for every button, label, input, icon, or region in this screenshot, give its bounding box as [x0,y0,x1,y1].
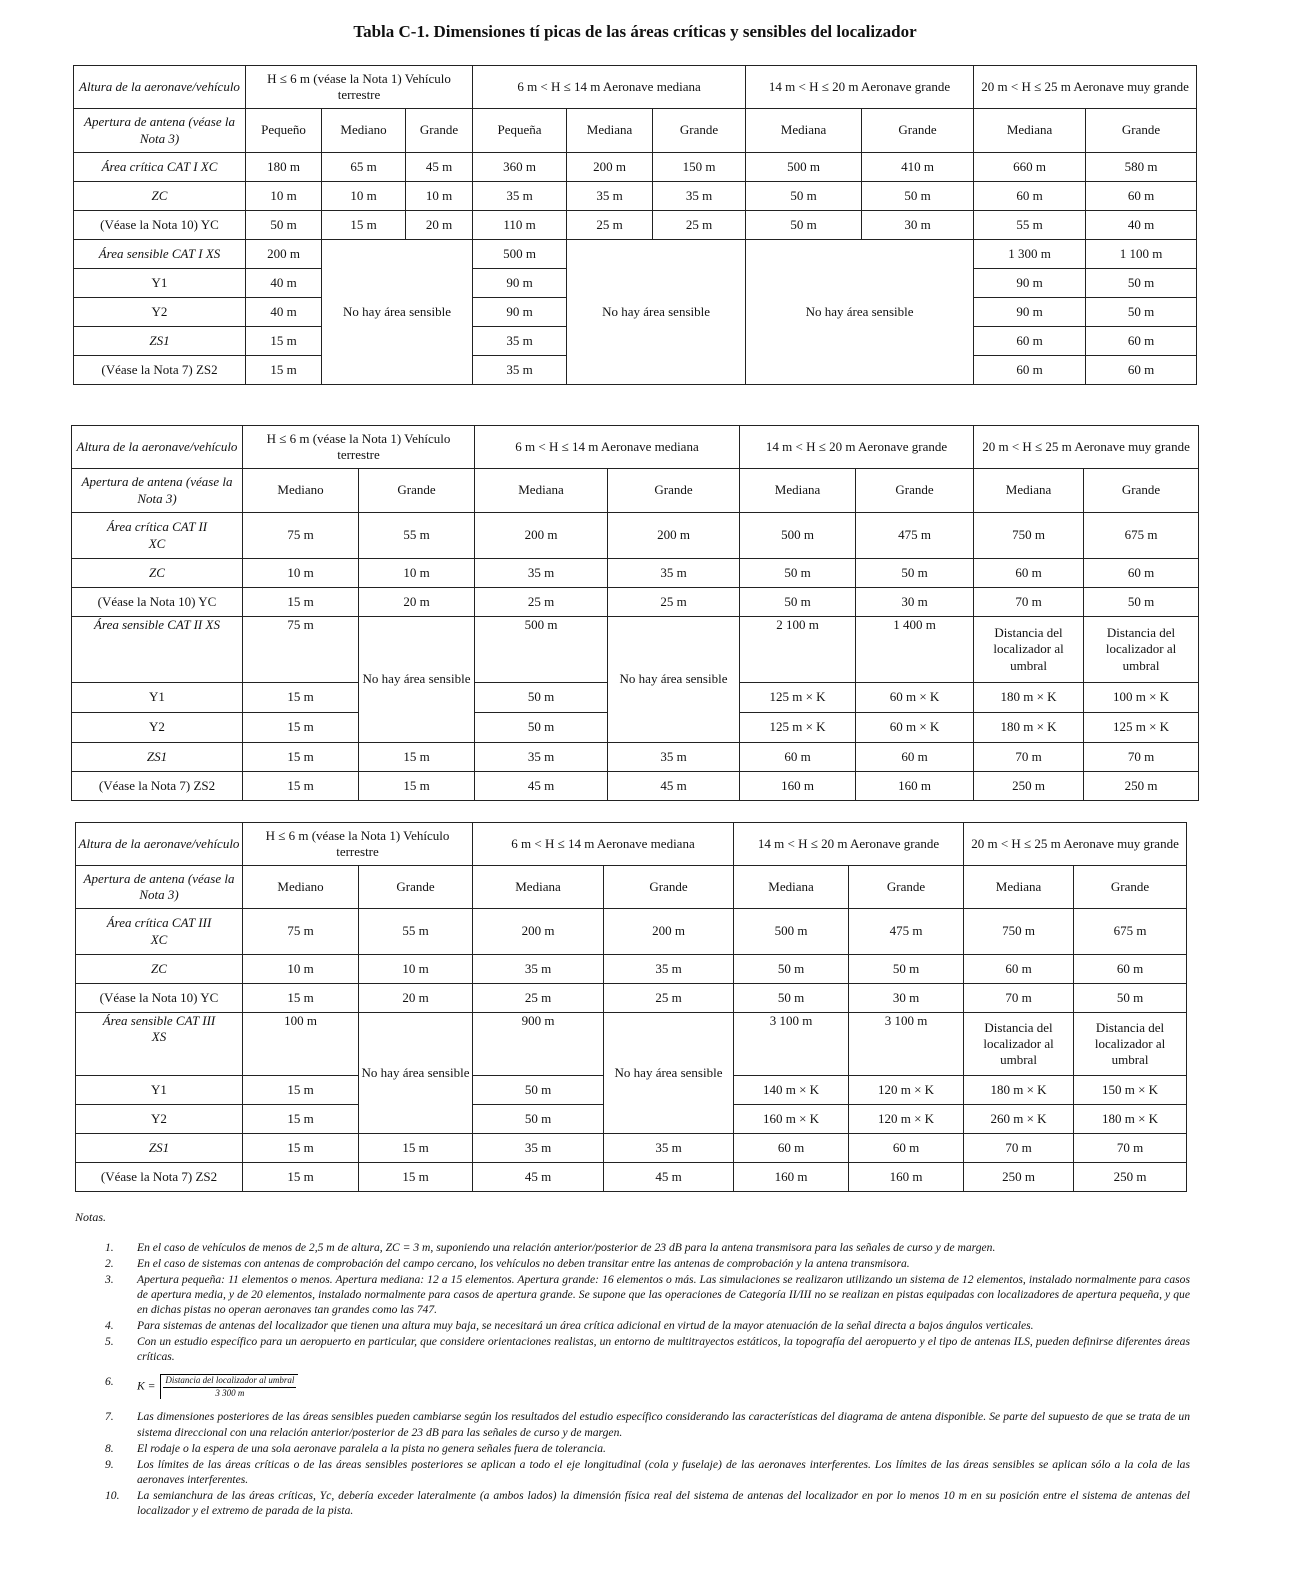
header-height: Altura de la aeronave/vehículo [74,66,246,109]
note-item [75,1318,1190,1333]
value-cell: 60 m [1086,182,1197,211]
note-item [75,1457,1190,1487]
note-number: 1. [105,1240,114,1254]
value-cell: 50 m [746,182,862,211]
row-label-zc: ZC [72,559,243,588]
value-cell: 90 m [473,269,567,298]
note-text: El rodaje o la espera de una sola aeronave paralela a la pista no genera señales fuera de tolerancia. [137,1441,606,1455]
header-height: Altura de la aeronave/vehículo [76,823,243,866]
value-cell: 125 m × K [740,683,856,713]
value-cell: Distancia del localizador al umbral [964,1013,1074,1076]
value-cell: 35 m [473,1134,604,1163]
value-cell: 180 m × K [1074,1105,1187,1134]
note-text: La semianchura de las áreas críticas, Yc, debería exceder lateralmente (a ambos lados) la dimensión física real del sistema de antenas del localizador en por lo menos 10 m en su posición entre el sistema de antenas del localizador y el extremo de parada de la pista. [137,1488,1190,1517]
note-item [75,1256,1190,1271]
aperture-cell: Mediana [734,866,849,909]
value-cell: 15 m [243,1134,359,1163]
aperture-cell: Mediano [243,866,359,909]
aperture-cell: Mediana [964,866,1074,909]
value-cell: 70 m [1074,1134,1187,1163]
value-cell: 160 m [734,1163,849,1192]
value-cell: 15 m [243,772,359,801]
value-cell: 50 m [740,559,856,588]
group-header: 20 m < H ≤ 25 m Aeronave muy grande [964,823,1187,866]
value-cell: 75 m [243,617,359,683]
value-cell: 50 m [734,984,849,1013]
value-cell: 15 m [322,211,406,240]
value-cell: 30 m [849,984,964,1013]
value-cell: 60 m [1074,955,1187,984]
row-label-yc: (Véase la Nota 10) YC [72,588,243,617]
value-cell: 200 m [608,513,740,559]
value-cell: 40 m [246,269,322,298]
value-cell: 15 m [359,1163,473,1192]
no-sensitive-area: No hay área sensible [567,240,746,385]
value-cell: 250 m [1074,1163,1187,1192]
value-cell: Distancia del localizador al umbral [1074,1013,1187,1076]
aperture-cell: Mediana [974,469,1084,513]
value-cell: 475 m [849,909,964,955]
value-cell: 90 m [974,269,1086,298]
header-height: Altura de la aeronave/vehículo [72,426,243,469]
value-cell: 900 m [473,1013,604,1076]
value-cell: 200 m [246,240,322,269]
value-cell: 50 m [862,182,974,211]
note-item [75,1272,1190,1317]
aperture-cell: Mediana [740,469,856,513]
value-cell: 25 m [475,588,608,617]
value-cell: 180 m [246,153,322,182]
row-label-xs: Área sensible CAT II XS [72,617,243,683]
no-sensitive-area: No hay área sensible [604,1013,734,1134]
value-cell: 60 m [1086,356,1197,385]
note-text: Las dimensiones posteriores de las áreas sensibles pueden cambiarse según los resultados del estudio específico considerando las características del diagrama de antena disponible. Se parte del supuesto de que se trata de un sistema direccional con una relación anterior/posterior de 23 dB para las señales de curso y de margen. [137,1410,1190,1439]
value-cell: 60 m [1084,559,1199,588]
note-number: 6. [105,1375,114,1389]
value-cell: 50 m [246,211,322,240]
no-sensitive-area: No hay área sensible [359,617,475,743]
value-cell: 120 m × K [849,1105,964,1134]
note-item [75,1441,1190,1456]
row-label-y2: Y2 [76,1105,243,1134]
value-cell: 675 m [1074,909,1187,955]
sens-label: Área sensible CAT III [102,1013,216,1028]
value-cell: 100 m × K [1084,683,1199,713]
value-cell: 50 m [740,588,856,617]
value-cell: 35 m [604,955,734,984]
row-label-xc [72,513,243,559]
value-cell: 580 m [1086,153,1197,182]
value-cell: 70 m [964,984,1074,1013]
value-cell: 15 m [243,1105,359,1134]
aperture-cell: Grande [1086,109,1197,153]
value-cell: 15 m [246,327,322,356]
value-cell: 25 m [604,984,734,1013]
value-cell: 30 m [862,211,974,240]
row-label-zs1: ZS1 [76,1134,243,1163]
note-item [75,1374,1190,1399]
value-cell: 150 m [653,153,746,182]
value-cell: 35 m [473,182,567,211]
no-sensitive-area: No hay área sensible [322,240,473,385]
value-cell: 75 m [243,909,359,955]
value-cell: 250 m [974,772,1084,801]
value-cell: 50 m [856,559,974,588]
value-cell: 60 m [740,743,856,772]
group-header: 6 m < H ≤ 14 m Aeronave mediana [475,426,740,469]
value-cell: Distancia del localizador al umbral [974,617,1084,683]
aperture-cell: Mediano [243,469,359,513]
value-cell: 45 m [608,772,740,801]
value-cell: 3 100 m [849,1013,964,1076]
notes-heading: Notas. [75,1210,107,1224]
row-label-zs1: ZS1 [72,743,243,772]
table-cat-iii [75,822,1187,1192]
value-cell: 125 m × K [740,713,856,743]
row-label-zs1: ZS1 [74,327,246,356]
value-cell: 60 m [856,743,974,772]
value-cell: 35 m [475,743,608,772]
frac-numerator: Distancia del localizador al umbral [163,1375,296,1388]
value-cell: 35 m [475,559,608,588]
row-label-zc: ZC [74,182,246,211]
value-cell: 1 100 m [1086,240,1197,269]
value-cell: 10 m [359,955,473,984]
aperture-cell: Grande [359,866,473,909]
value-cell: 360 m [473,153,567,182]
note-text: Para sistemas de antenas del localizador que tienen una altura muy baja, se necesitará un área crítica adicional en virtud de la mayor atenuación de la señal directa a bajos ángulos verticales. [137,1318,1034,1332]
row-label-y1: Y1 [72,683,243,713]
value-cell: 125 m × K [1084,713,1199,743]
note-item [75,1488,1190,1518]
value-cell: 50 m [473,1105,604,1134]
value-cell: 50 m [734,955,849,984]
group-header: 14 m < H ≤ 20 m Aeronave grande [746,66,974,109]
value-cell: 55 m [974,211,1086,240]
frac-denominator: 3 300 m [215,1387,245,1398]
row-label-y2: Y2 [74,298,246,327]
sens-sub: XS [151,1029,167,1045]
value-cell: 10 m [243,559,359,588]
value-cell: 675 m [1084,513,1199,559]
value-cell: 260 m × K [964,1105,1074,1134]
note-item [75,1240,1190,1255]
aperture-cell: Mediana [567,109,653,153]
value-cell: 15 m [243,1076,359,1105]
value-cell: 750 m [964,909,1074,955]
row-label-yc: (Véase la Nota 10) YC [74,211,246,240]
note-text: En el caso de sistemas con antenas de comprobación del campo cercano, los vehículos no deben transitar entre las antenas de comprobación y la antena transmisora. [137,1256,910,1270]
row-label-xc: Área crítica CAT I XC [74,153,246,182]
value-cell: 35 m [608,743,740,772]
value-cell: 60 m [974,327,1086,356]
value-cell: 90 m [473,298,567,327]
value-cell: 55 m [359,909,473,955]
note-number: 7. [105,1410,114,1424]
value-cell: 70 m [964,1134,1074,1163]
value-cell: 50 m [475,683,608,713]
value-cell: 200 m [604,909,734,955]
aperture-cell: Pequeño [246,109,322,153]
table-cat-i [73,65,1197,385]
no-sensitive-area: No hay área sensible [746,240,974,385]
row-label-y2: Y2 [72,713,243,743]
note-text: Los límites de las áreas críticas o de las áreas sensibles posteriores se aplican a todo el eje longitudinal (cola y fuselaje) de las aeronaves interferentes. Los límites de las áreas sensibles se aplican sólo a la cola de las aeronaves interferentes. [137,1457,1190,1486]
value-cell: 160 m [849,1163,964,1192]
value-cell: 10 m [243,955,359,984]
value-cell: Distancia del localizador al umbral [1084,617,1199,683]
header-aperture: Apertura de antena (véase la Nota 3) [74,109,246,153]
group-header: 6 m < H ≤ 14 m Aeronave mediana [473,823,734,866]
note-number: 2. [105,1256,114,1270]
value-cell: 40 m [1086,211,1197,240]
value-cell: 410 m [862,153,974,182]
value-cell: 160 m [740,772,856,801]
value-cell: 200 m [475,513,608,559]
note-number: 10. [105,1488,120,1502]
value-cell: 15 m [243,743,359,772]
value-cell: 20 m [406,211,473,240]
row-label-zs2: (Véase la Nota 7) ZS2 [74,356,246,385]
value-cell: 180 m × K [964,1076,1074,1105]
group-header: 14 m < H ≤ 20 m Aeronave grande [740,426,974,469]
value-cell: 45 m [473,1163,604,1192]
crit-label: Área crítica CAT II [106,519,208,535]
aperture-cell: Grande [856,469,974,513]
value-cell: 750 m [974,513,1084,559]
aperture-cell: Pequeña [473,109,567,153]
note-number: 4. [105,1318,114,1332]
value-cell: 15 m [359,1134,473,1163]
aperture-cell: Grande [608,469,740,513]
value-cell: 120 m × K [849,1076,964,1105]
value-cell: 75 m [243,513,359,559]
aperture-cell: Mediana [475,469,608,513]
table-title: Tabla C-1. Dimensiones tí picas de las áreas críticas y sensibles del localizador [353,22,917,41]
value-cell: 250 m [1084,772,1199,801]
note-item [75,1334,1190,1364]
aperture-cell: Mediana [974,109,1086,153]
note-number: 5. [105,1334,114,1348]
value-cell: 250 m [964,1163,1074,1192]
value-cell: 50 m [475,713,608,743]
value-cell: 65 m [322,153,406,182]
aperture-cell: Grande [653,109,746,153]
value-cell: 200 m [567,153,653,182]
value-cell: 25 m [608,588,740,617]
value-cell: 160 m × K [734,1105,849,1134]
value-cell: 45 m [406,153,473,182]
value-cell: 100 m [243,1013,359,1076]
aperture-cell: Grande [849,866,964,909]
value-cell: 35 m [653,182,746,211]
value-cell: 50 m [1086,269,1197,298]
value-cell: 35 m [604,1134,734,1163]
group-header: H ≤ 6 m (véase la Nota 1) Vehículo terrestre [243,426,475,469]
value-cell: 2 100 m [740,617,856,683]
value-cell: 60 m × K [856,713,974,743]
value-cell: 15 m [243,1163,359,1192]
note-number: 3. [105,1272,114,1286]
value-cell: 60 m [964,955,1074,984]
value-cell: 35 m [473,327,567,356]
value-cell: 40 m [246,298,322,327]
value-cell: 15 m [243,588,359,617]
value-cell: 15 m [243,713,359,743]
value-cell: 60 m [849,1134,964,1163]
value-cell: 50 m [1086,298,1197,327]
value-cell: 50 m [1074,984,1187,1013]
note-number: 8. [105,1441,114,1455]
note-text: Apertura pequeña: 11 elementos o menos. Apertura mediana: 12 a 15 elementos. Apertura grande: 16 elementos o más. Las simulaciones se realizaron utilizando un sistema de 12 elementos, instalado normalmente para casos de apertura media, y de 20 elementos, instalado normalmente para casos de apertura grande. Se supone que las operaciones de Categoría II/III no se realizan en pistas equipadas con localizadores de apertura pequeña, y que en dichas pistas no operan aeronaves tan grandes como las 747. [137,1272,1190,1316]
value-cell: 60 m [974,559,1084,588]
aperture-cell: Mediana [473,866,604,909]
group-header: H ≤ 6 m (véase la Nota 1) Vehículo terrestre [246,66,473,109]
value-cell: 500 m [473,240,567,269]
group-header: H ≤ 6 m (véase la Nota 1) Vehículo terrestre [243,823,473,866]
value-cell: 500 m [475,617,608,683]
crit-sub: XC [150,931,168,947]
sqrt-formula [160,1374,298,1399]
value-cell: 45 m [604,1163,734,1192]
value-cell: 1 400 m [856,617,974,683]
value-cell: 150 m × K [1074,1076,1187,1105]
row-label-y1: Y1 [76,1076,243,1105]
row-label-xs: Área sensible CAT I XS [74,240,246,269]
value-cell: 25 m [473,984,604,1013]
aperture-cell: Grande [406,109,473,153]
value-cell: 180 m × K [974,713,1084,743]
value-cell: 10 m [359,559,475,588]
value-cell: 70 m [974,743,1084,772]
value-cell: 50 m [1084,588,1199,617]
value-cell: 140 m × K [734,1076,849,1105]
group-header: 6 m < H ≤ 14 m Aeronave mediana [473,66,746,109]
value-cell: 60 m [974,182,1086,211]
value-cell: 50 m [746,211,862,240]
value-cell: 55 m [359,513,475,559]
value-cell: 660 m [974,153,1086,182]
value-cell: 180 m × K [974,683,1084,713]
header-aperture: Apertura de antena (véase la Nota 3) [72,469,243,513]
value-cell: 200 m [473,909,604,955]
value-cell: 60 m [1086,327,1197,356]
row-label-zs2: (Véase la Nota 7) ZS2 [76,1163,243,1192]
note-number: 9. [105,1457,114,1471]
value-cell: 500 m [746,153,862,182]
value-cell: 30 m [856,588,974,617]
value-cell: 1 300 m [974,240,1086,269]
aperture-cell: Grande [604,866,734,909]
group-header: 20 m < H ≤ 25 m Aeronave muy grande [974,426,1199,469]
note-text: En el caso de vehículos de menos de 2,5 m de altura, ZC = 3 m, suponiendo una relación anterior/posterior de 23 dB para la antena transmisora para las señales de curso y de margen. [137,1240,996,1254]
notes-section [75,1210,1190,1519]
value-cell: 70 m [974,588,1084,617]
aperture-cell: Mediana [746,109,862,153]
row-label-zc: ZC [76,955,243,984]
group-header: 14 m < H ≤ 20 m Aeronave grande [734,823,964,866]
value-cell: 35 m [473,955,604,984]
no-sensitive-area: No hay área sensible [359,1013,473,1134]
value-cell: 15 m [359,743,475,772]
note-text: Con un estudio específico para un aeropuerto en particular, que considere orientaciones realistas, un entorno de multitrayectos estáticos, la topografía del aeropuerto y el tipo de antenas ILS, pueden definirse diferentes áreas críticas. [137,1334,1190,1364]
value-cell: 35 m [608,559,740,588]
note-text: K = [137,1379,156,1393]
value-cell: 110 m [473,211,567,240]
row-label-xc [76,909,243,955]
value-cell: 10 m [246,182,322,211]
crit-label: Área crítica CAT III [106,915,212,931]
value-cell: 90 m [974,298,1086,327]
value-cell: 25 m [567,211,653,240]
value-cell: 60 m [974,356,1086,385]
value-cell: 50 m [849,955,964,984]
row-label-zs2: (Véase la Nota 7) ZS2 [72,772,243,801]
value-cell: 500 m [734,909,849,955]
value-cell: 15 m [246,356,322,385]
row-label-yc: (Véase la Nota 10) YC [76,984,243,1013]
aperture-cell: Grande [359,469,475,513]
table-cat-ii [71,425,1199,801]
aperture-cell: Grande [1084,469,1199,513]
value-cell: 45 m [475,772,608,801]
value-cell: 475 m [856,513,974,559]
value-cell: 10 m [406,182,473,211]
value-cell: 15 m [243,683,359,713]
value-cell: 60 m [734,1134,849,1163]
value-cell: 20 m [359,984,473,1013]
group-header: 20 m < H ≤ 25 m Aeronave muy grande [974,66,1197,109]
aperture-cell: Grande [1074,866,1187,909]
header-aperture: Apertura de antena (véase la Nota 3) [76,866,243,909]
row-label-y1: Y1 [74,269,246,298]
value-cell: 15 m [359,772,475,801]
value-cell: 20 m [359,588,475,617]
value-cell: 35 m [473,356,567,385]
value-cell: 10 m [322,182,406,211]
crit-sub: XC [148,535,166,551]
value-cell: 500 m [740,513,856,559]
note-item [75,1409,1190,1439]
value-cell: 50 m [473,1076,604,1105]
value-cell: 160 m [856,772,974,801]
value-cell: 70 m [1084,743,1199,772]
value-cell: 15 m [243,984,359,1013]
value-cell: 35 m [567,182,653,211]
value-cell: 25 m [653,211,746,240]
value-cell: 3 100 m [734,1013,849,1076]
aperture-cell: Mediano [322,109,406,153]
no-sensitive-area: No hay área sensible [608,617,740,743]
aperture-cell: Grande [862,109,974,153]
value-cell: 60 m × K [856,683,974,713]
row-label-xs [76,1013,243,1076]
